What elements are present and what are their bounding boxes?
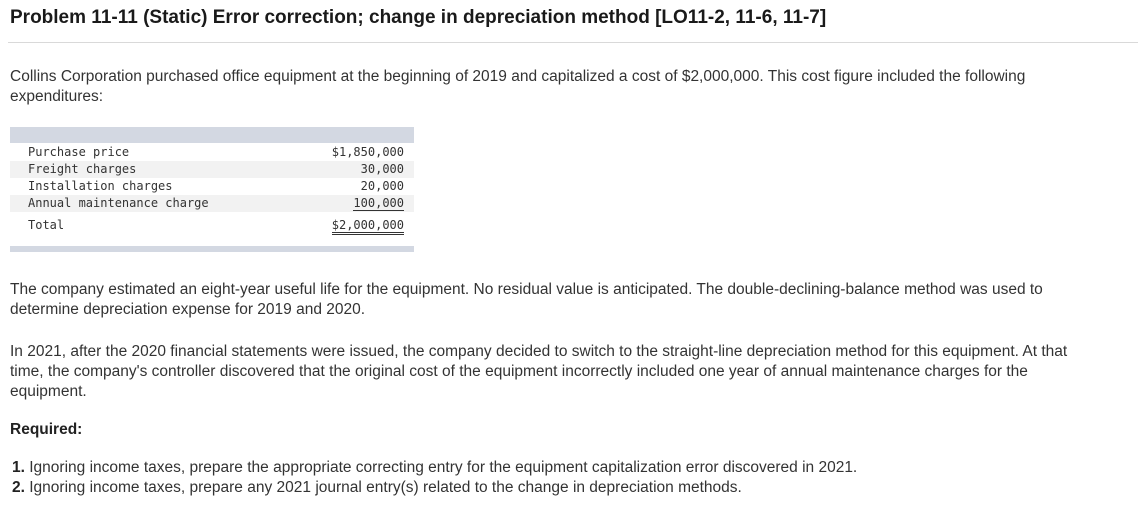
table-row <box>10 144 414 161</box>
total-label: Total <box>28 218 65 232</box>
row-label: Annual maintenance charge <box>28 196 209 210</box>
total-amount: $2,000,000 <box>332 218 404 235</box>
intro-paragraph: Collins Corporation purchased office equipment at the beginning of 2019 and capitalized a cost of $2,000,000. This cost figure included the following expenditures: <box>10 68 1026 105</box>
list-item <box>12 478 857 498</box>
table-row <box>10 178 414 195</box>
title-divider <box>8 42 1138 43</box>
useful-life-paragraph: The company estimated an eight-year useful life for the equipment. No residual value is anticipated. The double-declining-balance method was used to determine depreciation expense for 2019 and 2020. <box>10 281 1043 318</box>
required-heading: Required: <box>10 421 83 438</box>
row-label: Freight charges <box>28 162 137 176</box>
change-paragraph: In 2021, after the 2020 financial statements were issued, the company decided to switch to the straight-line depreciation method for this equipment. At that time, the company's controller discovered that the original cost of the equipment incorrectly included one year of annual maintenance charges for the equipment. <box>10 343 1068 400</box>
row-label: Purchase price <box>28 145 130 159</box>
table-header-band <box>10 127 414 143</box>
total-row <box>10 217 414 234</box>
table-row <box>10 195 414 212</box>
item-number: 2. <box>12 479 25 496</box>
item-text: Ignoring income taxes, prepare any 2021 journal entry(s) related to the change in depreciation methods. <box>29 479 742 496</box>
required-list <box>12 458 857 498</box>
item-text: Ignoring income taxes, prepare the appropriate correcting entry for the equipment capitalization error discovered in 2021. <box>29 459 858 476</box>
list-item <box>12 458 857 478</box>
table-footer-band <box>10 246 414 252</box>
row-amount: 20,000 <box>360 179 404 193</box>
expenditures-table <box>10 127 414 252</box>
row-amount: 100,000 <box>353 196 404 210</box>
row-amount: $1,850,000 <box>331 145 404 159</box>
row-amount: 30,000 <box>360 162 404 176</box>
problem-title: Problem 11-11 (Static) Error correction; change in depreciation method [LO11-2, 11-6, 11-7] <box>10 7 827 28</box>
table-row <box>10 161 414 178</box>
item-number: 1. <box>12 459 25 476</box>
row-label: Installation charges <box>28 179 173 193</box>
